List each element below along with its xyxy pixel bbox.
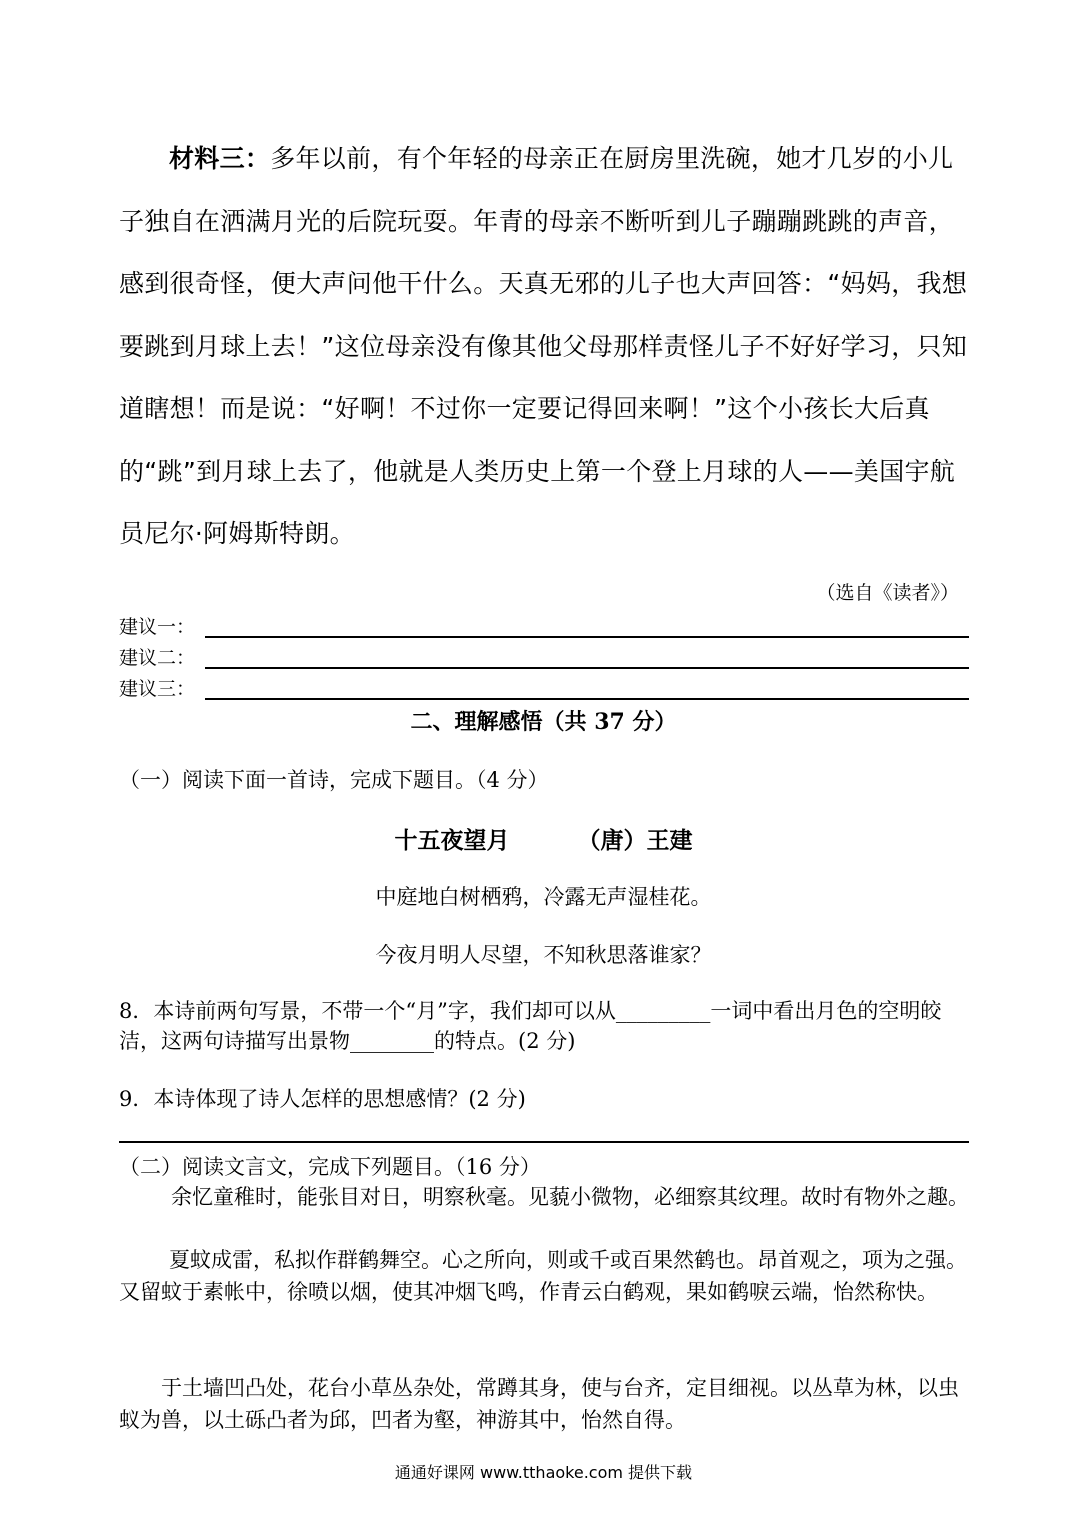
part-one-instruction: （一）阅读下面一首诗，完成下题目。（4 分） [119, 768, 549, 792]
poem-line-1: 中庭地白树栖鸦，冷露无声湿桂花。 [375, 885, 712, 909]
suggestion-one-answer-line[interactable] [205, 636, 969, 638]
classical-paragraph-2: 夏蚊成雷，私拟作群鹤舞空。心之所向，则或千或百果然鹤也。昂首观之，项为之强。又留蚊于素帐中，徐喷以烟，使其冲烟飞鸣，作青云白鹤观，果如鹤唳云端，怡然称快。 [119, 1248, 967, 1304]
suggestion-three[interactable] [119, 674, 969, 700]
source-citation: （选自《读者》） [816, 582, 959, 604]
question-9: 9．本诗体现了诗人怎样的思想感情？(2 分) [119, 1087, 526, 1111]
suggestion-three-label: 建议三： [119, 678, 196, 700]
suggestion-two[interactable] [119, 643, 969, 669]
question-8: 8．本诗前两句写景，不带一个“月”字，我们却可以从_________一词中看出月色的空明皎洁，这两句诗描写出景物________的特点。(2 分) [119, 999, 942, 1053]
suggestion-two-answer-line[interactable] [205, 667, 969, 669]
suggestion-three-answer-line[interactable] [205, 698, 969, 700]
section-two-title: 二、理解感悟（共 37 分） [410, 709, 677, 735]
suggestion-one-label: 建议一： [119, 616, 196, 638]
footer-download-note: 通通好课网 www.tthaoke.com 提供下载 [394, 1463, 693, 1482]
classical-paragraph-1: 余忆童稚时，能张目对日，明察秋毫。见藐小微物，必细察其纹理。故时有物外之趣。 [171, 1185, 969, 1209]
suggestion-one[interactable] [119, 612, 969, 638]
material-three-label: 材料三： [169, 144, 271, 173]
material-three-text: 多年以前，有个年轻的母亲正在厨房里洗碗，她才几岁的小儿子独自在洒满月光的后院玩耍。年青的母亲不断听到儿子蹦蹦跳跳的声音，感到很奇怪，便大声问他干什么。天真无邪的儿子也大声回答：“妈妈，我想要跳到月球上去！”这位母亲没有像其他父母那样责怪儿子不好好学习，只知道瞎想！而是说：“好啊！不过你一定要记得回来啊！”这个小孩长大后真的“跳”到月球上去了，他就是人类历史上第一个登上月球的人——美国宇航员尼尔·阿姆斯特朗。 [119, 144, 968, 548]
poem-heading [0, 822, 1087, 855]
material-three [119, 128, 971, 566]
question-9-answer-line[interactable] [119, 1141, 969, 1143]
part-two-instruction: （二）阅读文言文，完成下列题目。（16 分） [119, 1155, 541, 1179]
poem-author: （唐）王建 [577, 828, 693, 854]
poem-line-2: 今夜月明人尽望，不知秋思落谁家？ [375, 943, 712, 967]
classical-paragraph-3: 于土墙凹凸处，花台小草丛杂处，常蹲其身，使与台齐，定目细视。以丛草为林，以虫蚁为兽，以土砾凸者为邱，凹者为壑，神游其中，怡然自得。 [119, 1376, 959, 1432]
suggestion-two-label: 建议二： [119, 647, 196, 669]
poem-title: 十五夜望月 [394, 828, 510, 854]
